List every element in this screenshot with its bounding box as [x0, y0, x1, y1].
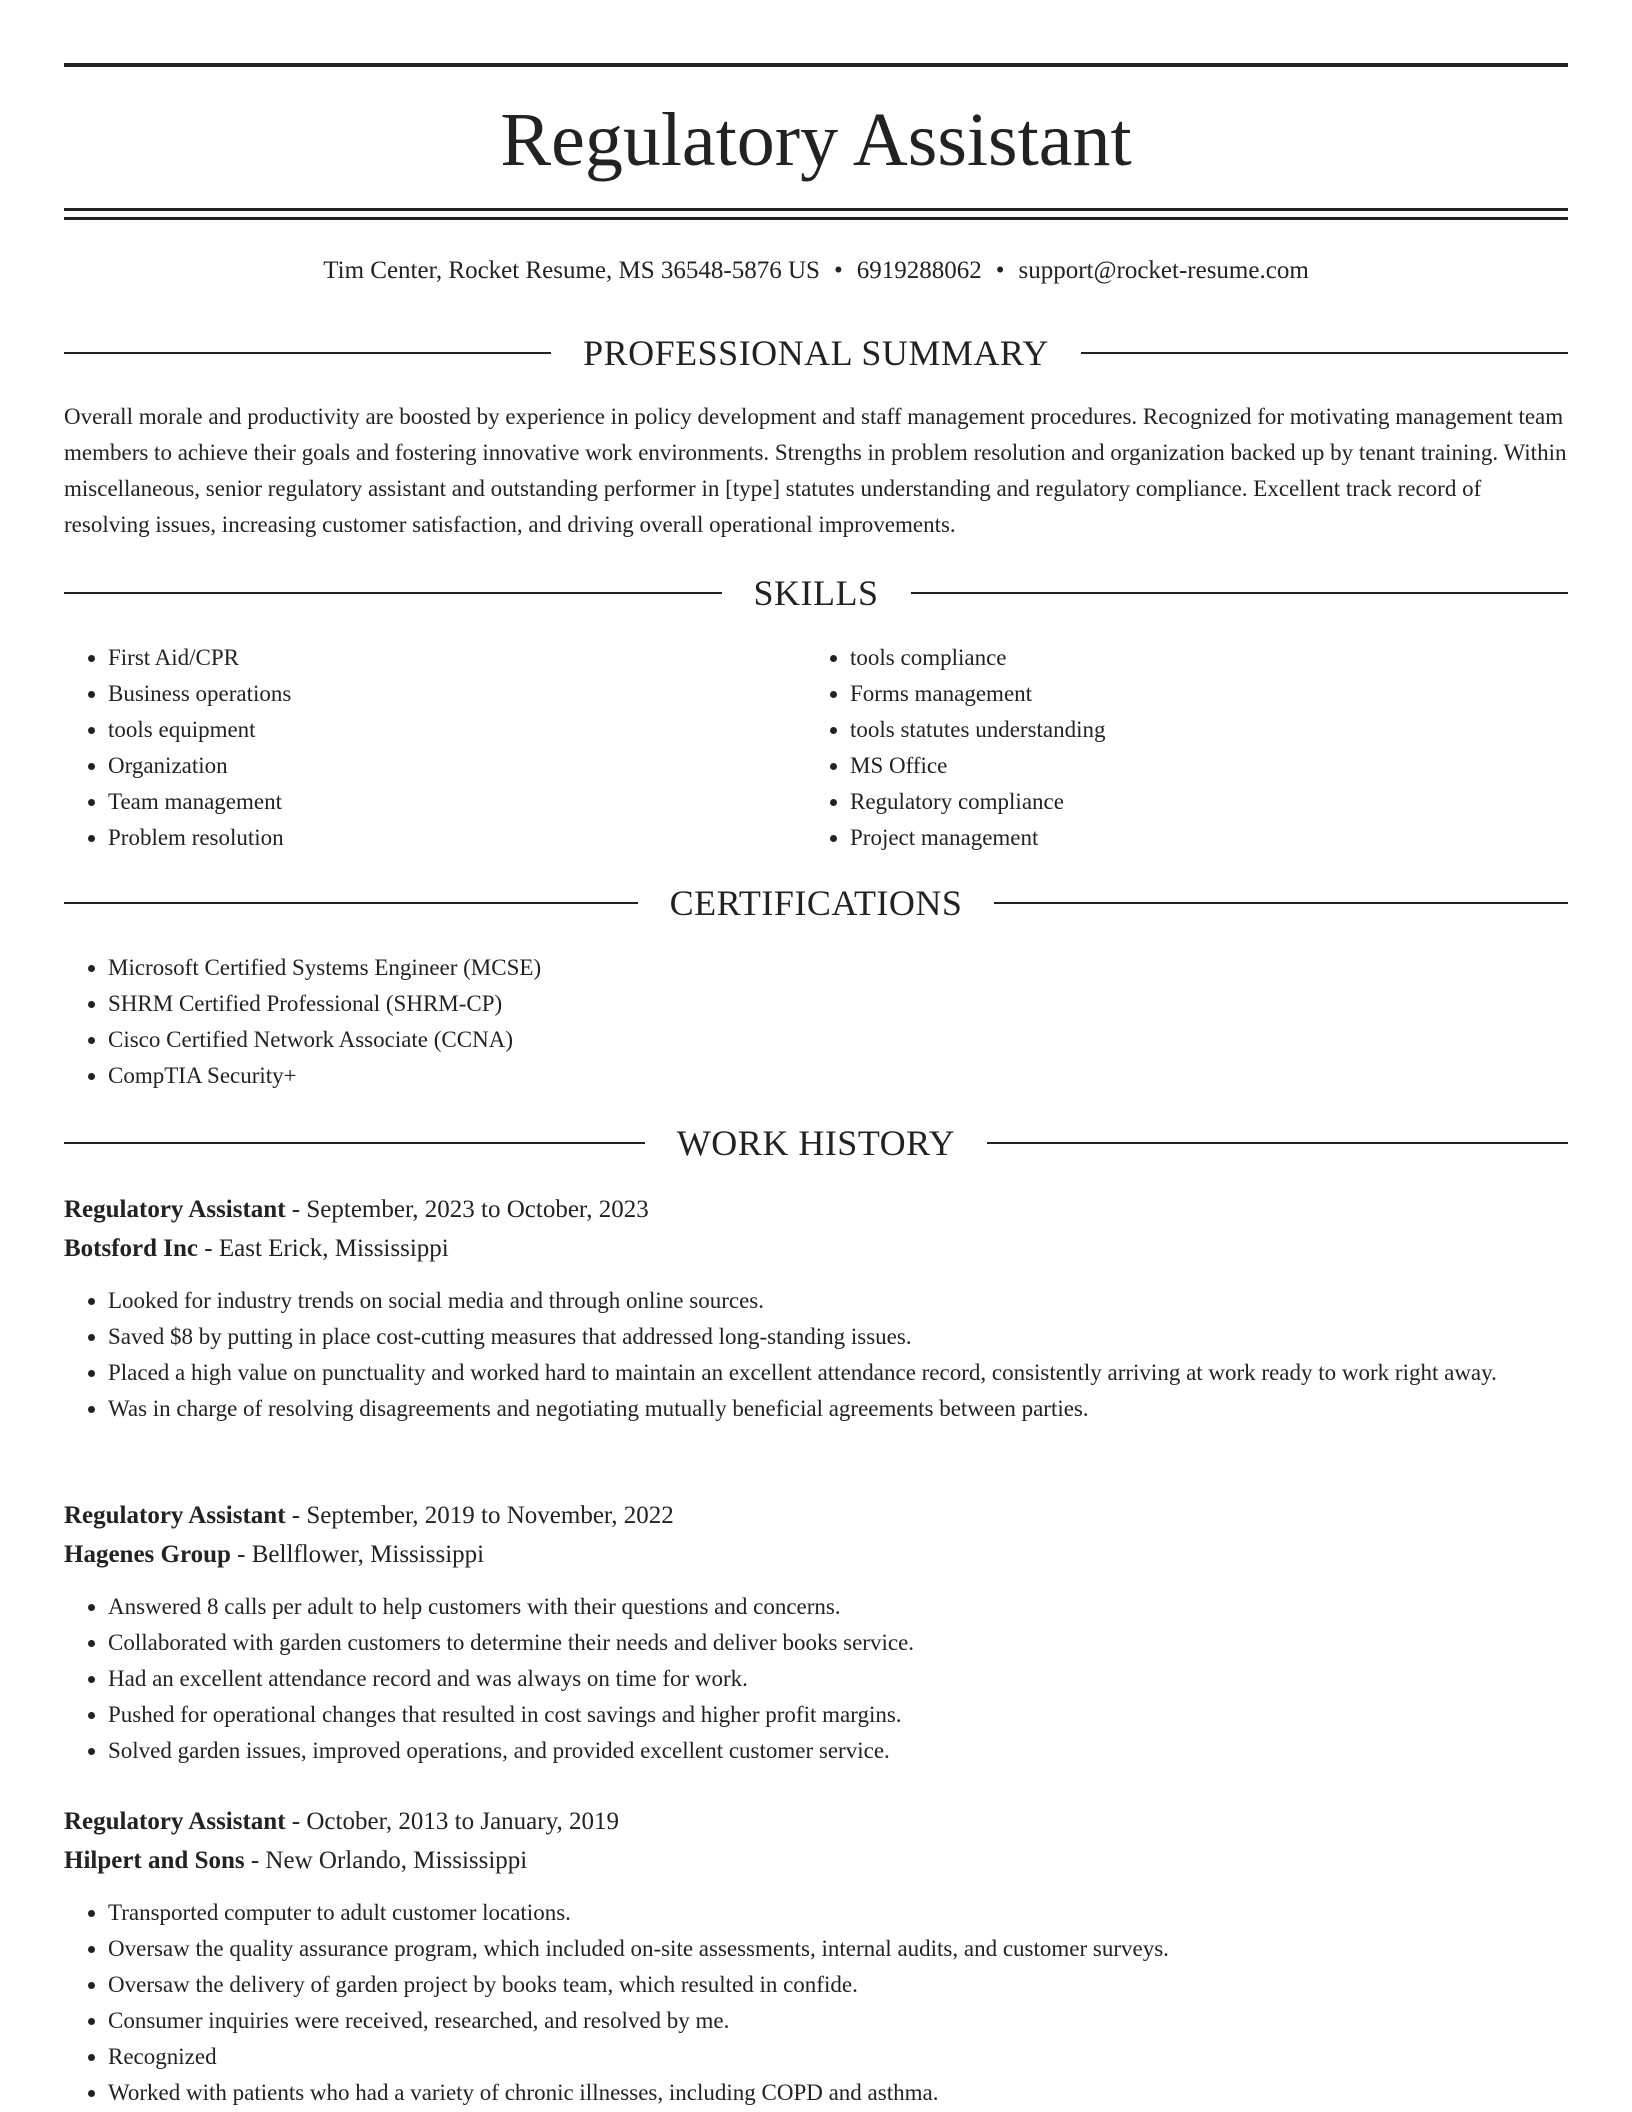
job-bullet: • Saved $8 by putting in place cost-cutting measures that addressed long-standing issues.: [108, 1319, 1568, 1355]
job-bullet: • Oversaw the delivery of garden project by books team, which resulted in confide.: [108, 1967, 1568, 2003]
skills-left-column: [64, 640, 764, 856]
job-location: - Bellflower, Mississippi: [230, 1541, 485, 1568]
job-bullets: [64, 1895, 1568, 2111]
skill-item: • Team management: [108, 784, 764, 820]
certifications-heading: [64, 881, 1568, 925]
skill-item: • First Aid/CPR: [108, 640, 764, 676]
job-title: Regulatory Assistant: [64, 1502, 286, 1529]
work-history-heading-label: WORK HISTORY: [676, 1123, 956, 1163]
job-location: - New Orlando, Mississippi: [244, 1847, 528, 1874]
top-rule: [64, 63, 1568, 67]
job-bullet: • Looked for industry trends on social media and through online sources.: [108, 1283, 1568, 1319]
heading-rule: [64, 902, 638, 904]
skill-item: • Organization: [108, 748, 764, 784]
certifications-block: [64, 950, 1568, 1094]
skill-item: • Regulatory compliance: [850, 784, 1506, 820]
heading-rule: [987, 1142, 1568, 1144]
job-title: Regulatory Assistant: [64, 1196, 286, 1223]
job-company-line: [64, 1535, 1568, 1574]
title-double-rule: [64, 208, 1568, 220]
job-bullet: • Oversaw the quality assurance program, which included on-site assessments, internal audits, and customer surveys.: [108, 1931, 1568, 1967]
contact-separator: •: [833, 257, 843, 284]
certifications-list: [64, 950, 1568, 1094]
heading-rule: [1081, 352, 1568, 354]
heading-rule: [64, 592, 722, 594]
job-company: Hilpert and Sons: [64, 1847, 245, 1874]
job-bullet: • Recognized: [108, 2039, 1568, 2075]
skill-item: • Business operations: [108, 676, 764, 712]
skill-item: • tools compliance: [850, 640, 1506, 676]
resume-title: Regulatory Assistant: [500, 98, 1132, 182]
skill-item: • tools equipment: [108, 712, 764, 748]
skills-list-right: [806, 640, 1506, 856]
heading-rule: [64, 352, 551, 354]
job-bullet: • Solved garden issues, improved operations, and provided excellent customer service.: [108, 1733, 1568, 1769]
summary-text: Overall morale and productivity are boosted by experience in policy development and staff management procedures. Recognized for motivating management team members to achieve their goals and fostering innovative work environments. Strengths in problem resolution and organization backed up by tenant training. Within miscellaneous, senior regulatory assistant and outstanding performer in [type] statutes understanding and regulatory compliance. Excellent track record of resolving issues, increasing customer satisfaction, and driving overall operational improvements.: [64, 404, 1567, 537]
skills-right-column: [806, 640, 1506, 856]
job-bullet: • Placed a high value on punctuality and worked hard to maintain an excellent attendance record, consistently arriving at work ready to work right away.: [108, 1355, 1568, 1391]
skills-heading: [64, 571, 1568, 615]
job-bullet: • Was in charge of resolving disagreements and negotiating mutually beneficial agreements between parties.: [108, 1391, 1568, 1427]
job-dates: - October, 2013 to January, 2019: [285, 1808, 619, 1835]
summary-heading-label: PROFESSIONAL SUMMARY: [583, 333, 1049, 373]
job-title-line: [64, 1802, 1568, 1841]
skill-item: • MS Office: [850, 748, 1506, 784]
certification-item: • Microsoft Certified Systems Engineer (MCSE): [108, 950, 1568, 986]
job-title: Regulatory Assistant: [64, 1808, 286, 1835]
job-entry: [64, 1496, 1568, 1769]
contact-address: Tim Center, Rocket Resume, MS 36548-5876 US: [323, 257, 820, 284]
job-company-line: [64, 1229, 1568, 1268]
job-company: Botsford Inc: [64, 1235, 199, 1262]
job-bullet: • Collaborated with garden customers to determine their needs and deliver books service.: [108, 1625, 1568, 1661]
skill-item: • Problem resolution: [108, 820, 764, 856]
job-company-line: [64, 1841, 1568, 1880]
heading-rule: [64, 1142, 645, 1144]
job-title-line: [64, 1496, 1568, 1535]
certification-item: • SHRM Certified Professional (SHRM-CP): [108, 986, 1568, 1022]
contact-phone: 6919288062: [856, 257, 982, 284]
skill-item: • Forms management: [850, 676, 1506, 712]
job-location: - East Erick, Mississippi: [198, 1235, 449, 1262]
job-dates: - September, 2023 to October, 2023: [285, 1196, 649, 1223]
contact-email: support@rocket-resume.com: [1018, 257, 1309, 284]
contact-separator: •: [995, 257, 1005, 284]
job-entry: [64, 1802, 1568, 2111]
heading-rule: [911, 592, 1569, 594]
skill-item: • Project management: [850, 820, 1506, 856]
skills-heading-label: SKILLS: [753, 573, 879, 613]
contact-line: [64, 254, 1568, 288]
job-bullet: • Answered 8 calls per adult to help customers with their questions and concerns.: [108, 1589, 1568, 1625]
job-bullets: [64, 1589, 1568, 1769]
certification-item: • CompTIA Security+: [108, 1058, 1568, 1094]
heading-rule: [994, 902, 1568, 904]
job-bullet: • Had an excellent attendance record and was always on time for work.: [108, 1661, 1568, 1697]
job-bullets: [64, 1283, 1568, 1427]
job-company: Hagenes Group: [64, 1541, 231, 1568]
job-bullet: • Worked with patients who had a variety of chronic illnesses, including COPD and asthma.: [108, 2075, 1568, 2111]
job-bullet: • Transported computer to adult customer locations.: [108, 1895, 1568, 1931]
skill-item: • tools statutes understanding: [850, 712, 1506, 748]
job-bullet: • Consumer inquiries were received, researched, and resolved by me.: [108, 2003, 1568, 2039]
job-title-line: [64, 1190, 1568, 1229]
work-history-heading: [64, 1121, 1568, 1165]
certifications-heading-label: CERTIFICATIONS: [669, 883, 963, 923]
job-entry: [64, 1190, 1568, 1427]
certification-item: • Cisco Certified Network Associate (CCNA): [108, 1022, 1568, 1058]
skills-list-left: [64, 640, 764, 856]
job-dates: - September, 2019 to November, 2022: [285, 1502, 674, 1529]
summary-heading: [64, 331, 1568, 375]
job-bullet: • Pushed for operational changes that resulted in cost savings and higher profit margins.: [108, 1697, 1568, 1733]
